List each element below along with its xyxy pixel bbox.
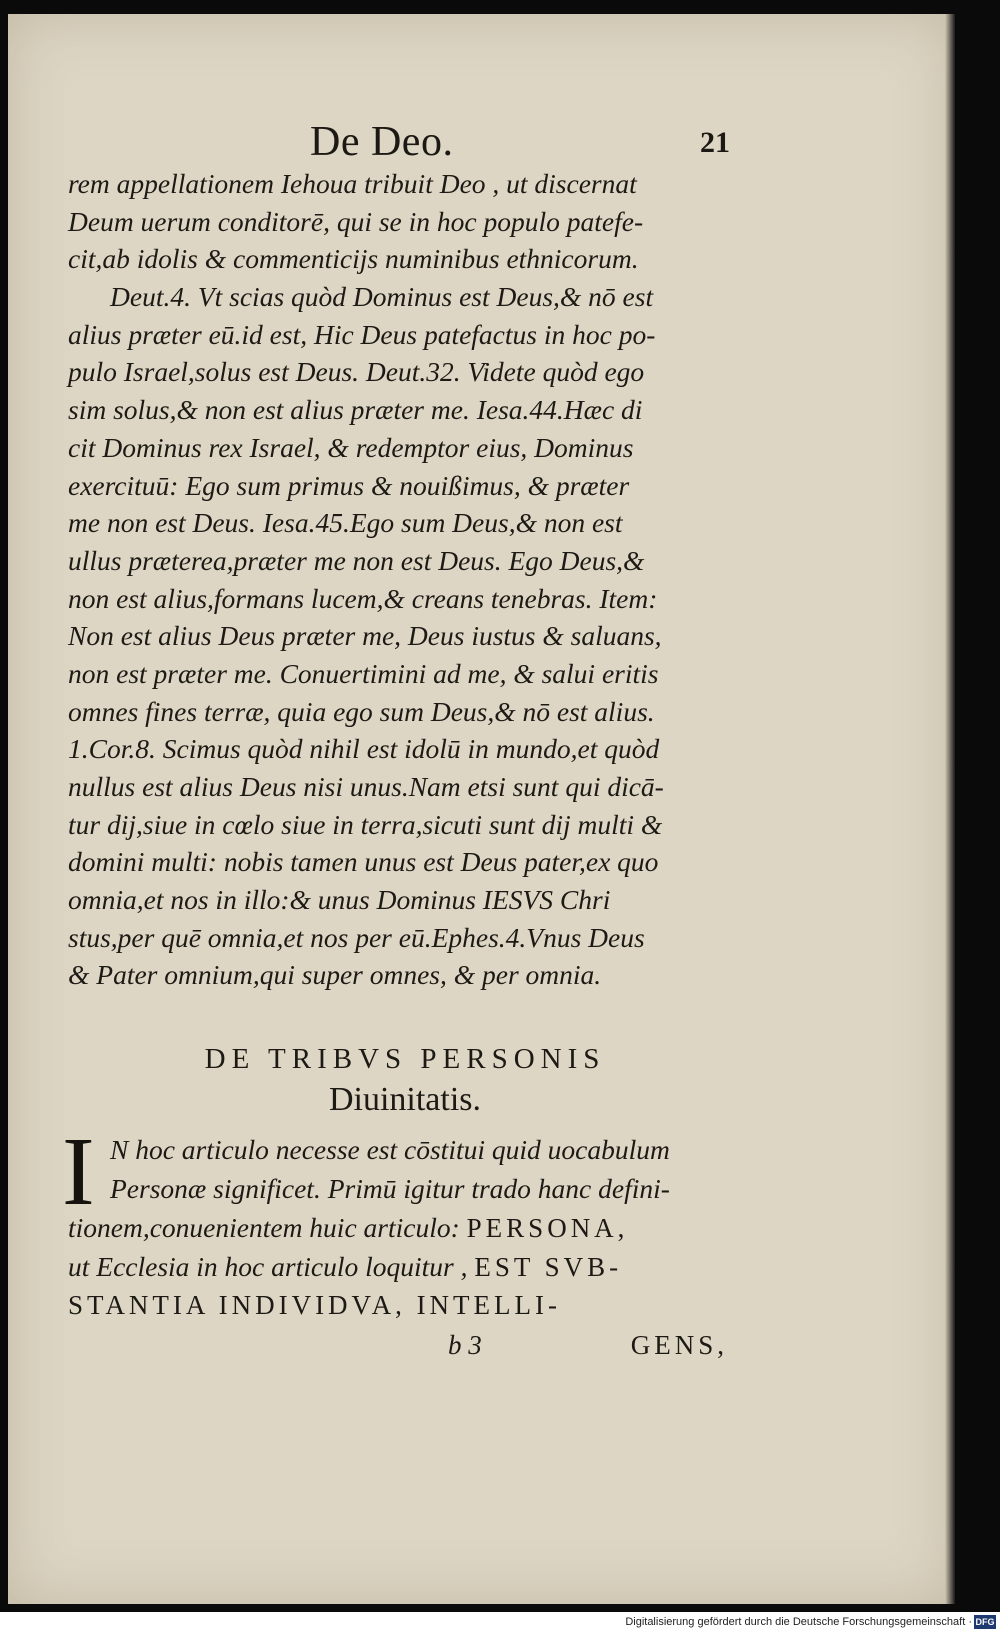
caps-term: PERSONA,	[466, 1213, 629, 1243]
text-line: tur dij,siue in cœlo siue in terra,sicuti sunt dij multi &	[68, 808, 663, 840]
catchword: GENS,	[630, 1330, 728, 1360]
text-line: Personæ significet. Primū igitur trado hanc defini-	[110, 1173, 670, 1204]
text-line: alius præter eū.id est, Hic Deus patefactus in hoc po-	[68, 318, 656, 350]
text-line: STANTIA INDIVIDVA, INTELLI-	[68, 1290, 562, 1320]
text-line: pulo Israel,solus est Deus. Deut.32. Videte quòd ego	[68, 356, 645, 388]
text-line: cit Dominus rex Israel, & redemptor eius, Dominus	[68, 431, 634, 463]
text-line: omnia,et nos in illo:& unus Dominus IESVS Chri	[68, 884, 611, 916]
main-text	[68, 165, 728, 994]
signature-line	[68, 1330, 728, 1370]
text-line: Deut.4. Vt scias quòd Dominus est Deus,& nō est	[110, 281, 654, 313]
text-line: sim solus,& non est alius præter me. Iesa.44.Hæc di	[68, 394, 643, 426]
text-line: Non est alius Deus præter me, Deus iustus & saluans,	[68, 620, 662, 652]
dfg-logo: DFG	[975, 1617, 995, 1627]
text-line: stus,per quē omnia,et nos per eū.Ephes.4.Vnus Deus	[68, 921, 645, 953]
text-line: nullus est alius Deus nisi unus.Nam etsi sunt qui dicā-	[68, 771, 664, 802]
text-line: cit,ab idolis & commenticijs numinibus ethnicorum.	[68, 243, 639, 275]
footer-credit: Digitalisierung gefördert durch die Deutsche Forschungsgemeinschaft ·	[625, 1616, 972, 1628]
text-line: & Pater omnium,qui super omnes, & per omnia.	[68, 959, 602, 991]
text-fragment: tionem,conuenientem huic articulo:	[68, 1212, 460, 1243]
text-line: ullus præterea,præter me non est Deus. Ego Deus,&	[68, 544, 645, 576]
text-line: Deum uerum conditorē, qui se in hoc populo patefe-	[68, 205, 644, 237]
page-number: 21	[700, 126, 730, 159]
section-heading-caps: DE TRIBVS PERSONIS	[204, 1043, 606, 1075]
text-line: domini multi: nobis tamen unus est Deus pater,ex quo	[68, 846, 659, 878]
text-line	[68, 1247, 728, 1286]
text-line: exercituū: Ego sum primus & nouißimus, & præter	[68, 469, 630, 501]
page-edge	[945, 14, 955, 1604]
text-fragment: ut Ecclesia in hoc articulo loquitur ,	[68, 1251, 468, 1282]
text-line: non est præter me. Conuertimini ad me, & salui eritis	[68, 657, 659, 689]
section-heading-subtitle: Diuinitatis.	[328, 1081, 482, 1118]
text-line: non est alius,formans lucem,& creans tenebras. Item:	[68, 582, 658, 614]
text-line: rem appellationem Iehoua tribuit Deo , ut discernat	[68, 168, 637, 199]
caps-term: EST SVB-	[474, 1252, 623, 1282]
drop-cap: I	[62, 1118, 95, 1226]
signature-mark: b 3	[448, 1330, 482, 1360]
text-line: me non est Deus. Iesa.45.Ego sum Deus,& non est	[68, 507, 623, 539]
text-line: omnes fines terræ, quia ego sum Deus,& nō est alius.	[68, 695, 655, 727]
text-line: N hoc articulo necesse est cōstitui quid uocabulum	[110, 1134, 670, 1165]
section-heading	[60, 1040, 750, 1122]
section-text	[62, 1118, 728, 1325]
text-line	[68, 1208, 728, 1247]
text-line: 1.Cor.8. Scimus quòd nihil est idolū in mundo,et quòd	[68, 733, 660, 765]
running-title: De Deo.	[310, 119, 454, 165]
